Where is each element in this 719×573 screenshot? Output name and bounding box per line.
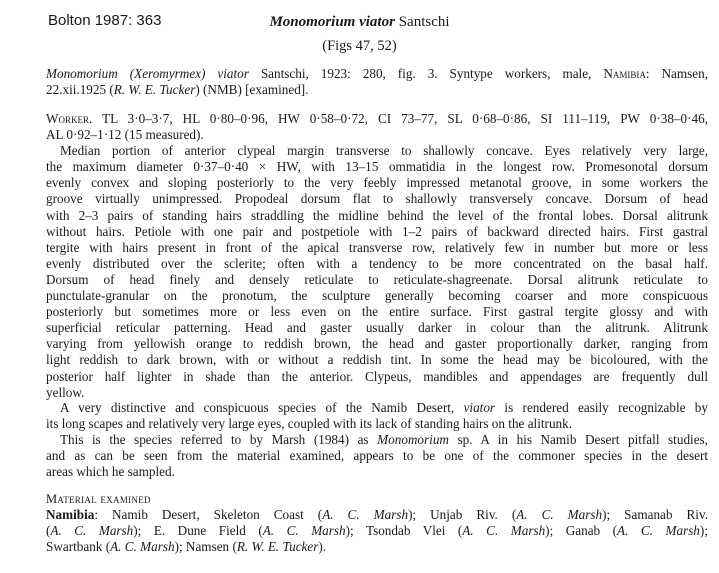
worker-description — [46, 111, 708, 401]
type-country: Namibia — [603, 66, 646, 81]
description-line: posterior half lighter in shade than the anterior. Clypeus, mandibles and appendages are frequently dull — [46, 368, 708, 384]
page-reference: Bolton 1987: 363 — [48, 12, 162, 29]
material-text: ). — [318, 539, 327, 555]
synonymy-text: Santschi, 1923: 280, fig. 3. Syntype workers, male, — [248, 66, 604, 81]
synonymy-line — [46, 66, 708, 82]
collector-name: A. C. Marsh — [262, 523, 346, 539]
discussion-block — [46, 400, 708, 480]
description-line: evenly convex and sloping posteriorly to the very feebly impressed metanotal groove, in some workers the — [46, 175, 708, 191]
species-author: Santschi — [398, 14, 450, 30]
measurements-text: . TL 3·0–3·7, HL 0·80–0·96, HW 0·58–0·72, CI 73–77, SL 0·68–0·86, SI 111–119, PW 0·38–0·46, — [88, 111, 708, 126]
description-line: light reddish to dark brown, with or without a reddish tint. In some the head may be bicoloured, with the — [46, 352, 708, 368]
discussion-text: This is the species referred to by Marsh (1984) as — [60, 432, 378, 448]
material-text: ( — [46, 523, 51, 539]
material-text: ); Namsen ( — [174, 539, 237, 555]
discussion-line: and as can be seen from the material examined, appears to be one of the commoner species in the desert — [46, 448, 708, 464]
genus-name: Monomorium — [377, 432, 449, 448]
discussion-text: is rendered easily recognizable by — [495, 400, 708, 415]
material-line — [46, 507, 708, 523]
discussion-line: its long scapes and relatively very large eyes, coupled with its lack of standing hairs on the alitrunk. — [46, 416, 573, 432]
material-country: Namibia — [46, 507, 95, 523]
material-text: : Namib Desert, Skeleton Coast ( — [94, 507, 323, 523]
collector-name: A. C. Marsh — [462, 523, 546, 539]
synonymy-taxon: Monomorium (Xeromyrmex) viator — [46, 66, 249, 81]
worker-label: Worker — [46, 111, 89, 126]
discussion-line — [46, 432, 708, 448]
material-text: ); Ganab ( — [545, 523, 618, 539]
collector-name: R. W. E. Tucker — [236, 539, 319, 555]
discussion-text: sp. A in his Namib Desert pitfall studies, — [448, 432, 708, 448]
material-line — [46, 539, 708, 555]
description-line: AL 0·92–1·12 (15 measured). — [46, 127, 204, 143]
collector-name: A. C. Marsh — [617, 523, 700, 539]
collector-name: A. C. Marsh — [110, 539, 175, 555]
description-line: punctulate-granular on the pronotum, the sculpture generally becoming coarser and more conspicuous — [46, 288, 708, 304]
collector-name: A. C. Marsh — [516, 507, 603, 523]
description-line: without hairs. Petiole with one pair and postpetiole with 1–2 pairs of backward directed hairs. First gastral — [46, 223, 708, 239]
synonymy-text: ) (NMB) [examined]. — [195, 82, 309, 98]
description-line: Dorsum of head finely and densely reticulate to reticulate-shagreenate. Dorsal alitrunk reticulate to — [46, 271, 708, 287]
material-text: ); Unjab Riv. ( — [408, 507, 517, 523]
species-name: viator — [463, 400, 496, 415]
synonymy-text: : Namsen, — [645, 66, 708, 81]
description-line: groove virtually unimpressed. Propodeal dorsum flat to shallowly transversely concave. Dorsum of head — [46, 191, 708, 207]
discussion-line — [46, 400, 708, 416]
material-text: ); Tsondab Vlei ( — [345, 523, 463, 539]
description-line: with 2–3 pairs of standing hairs straddling the midline behind the level of the frontal lobes. Dorsal alitrunk — [46, 207, 708, 223]
collector-name: A. C. Marsh — [322, 507, 409, 523]
synonymy-block — [46, 66, 708, 98]
material-examined-block — [46, 491, 708, 555]
figure-reference: (Figs 47, 52) — [322, 38, 397, 54]
description-line: evenly distributed over the sclerite; often with a tendency to be more concentrated on the basal half. — [46, 255, 708, 271]
synonymy-text: 22.xii.1925 ( — [46, 82, 114, 98]
description-line: posteriorly but sometimes more or less even on the entire surface. First gastral tergite glossy and with — [46, 304, 708, 320]
type-collector: R. W. E. Tucker — [113, 82, 196, 98]
discussion-line: areas which he sampled. — [46, 464, 175, 480]
material-text: ); E. Dune Field ( — [133, 523, 263, 539]
material-text: ); — [699, 523, 708, 539]
discussion-text: A very distinctive and conspicuous species of the Namib Desert, — [60, 400, 464, 415]
description-line: Median portion of anterior clypeal margin transverse to shallowly concave. Eyes relatively very large, — [60, 143, 708, 159]
description-line: superficial reticular patterning. Head and gaster usually darker in colour than the alitrunk. Alitrunk — [46, 320, 708, 336]
material-line — [46, 523, 708, 539]
synonymy-line — [46, 82, 708, 98]
description-line: the maximum diameter 0·37–0·40 × HW, with 13–15 ommatidia in the longest row. Promesonotal dorsum — [46, 159, 708, 175]
material-text: Swartbank ( — [46, 539, 111, 555]
description-line — [46, 111, 708, 127]
material-heading: Material examined — [46, 492, 151, 506]
species-title — [0, 14, 719, 31]
collector-name: A. C. Marsh — [50, 523, 134, 539]
description-line: tergite with hairs present in front of the apical transverse row, relatively few in number but more or less — [46, 239, 708, 255]
description-line: yellow. — [46, 384, 85, 400]
genus-name: Monomorium — [269, 14, 356, 30]
description-line: varying from yellowish orange to reddish brown, the head and gaster proportionally darker, ranging from — [46, 336, 708, 352]
species-name: viator — [359, 14, 395, 30]
material-text: ); Samanab Riv. — [602, 507, 708, 523]
